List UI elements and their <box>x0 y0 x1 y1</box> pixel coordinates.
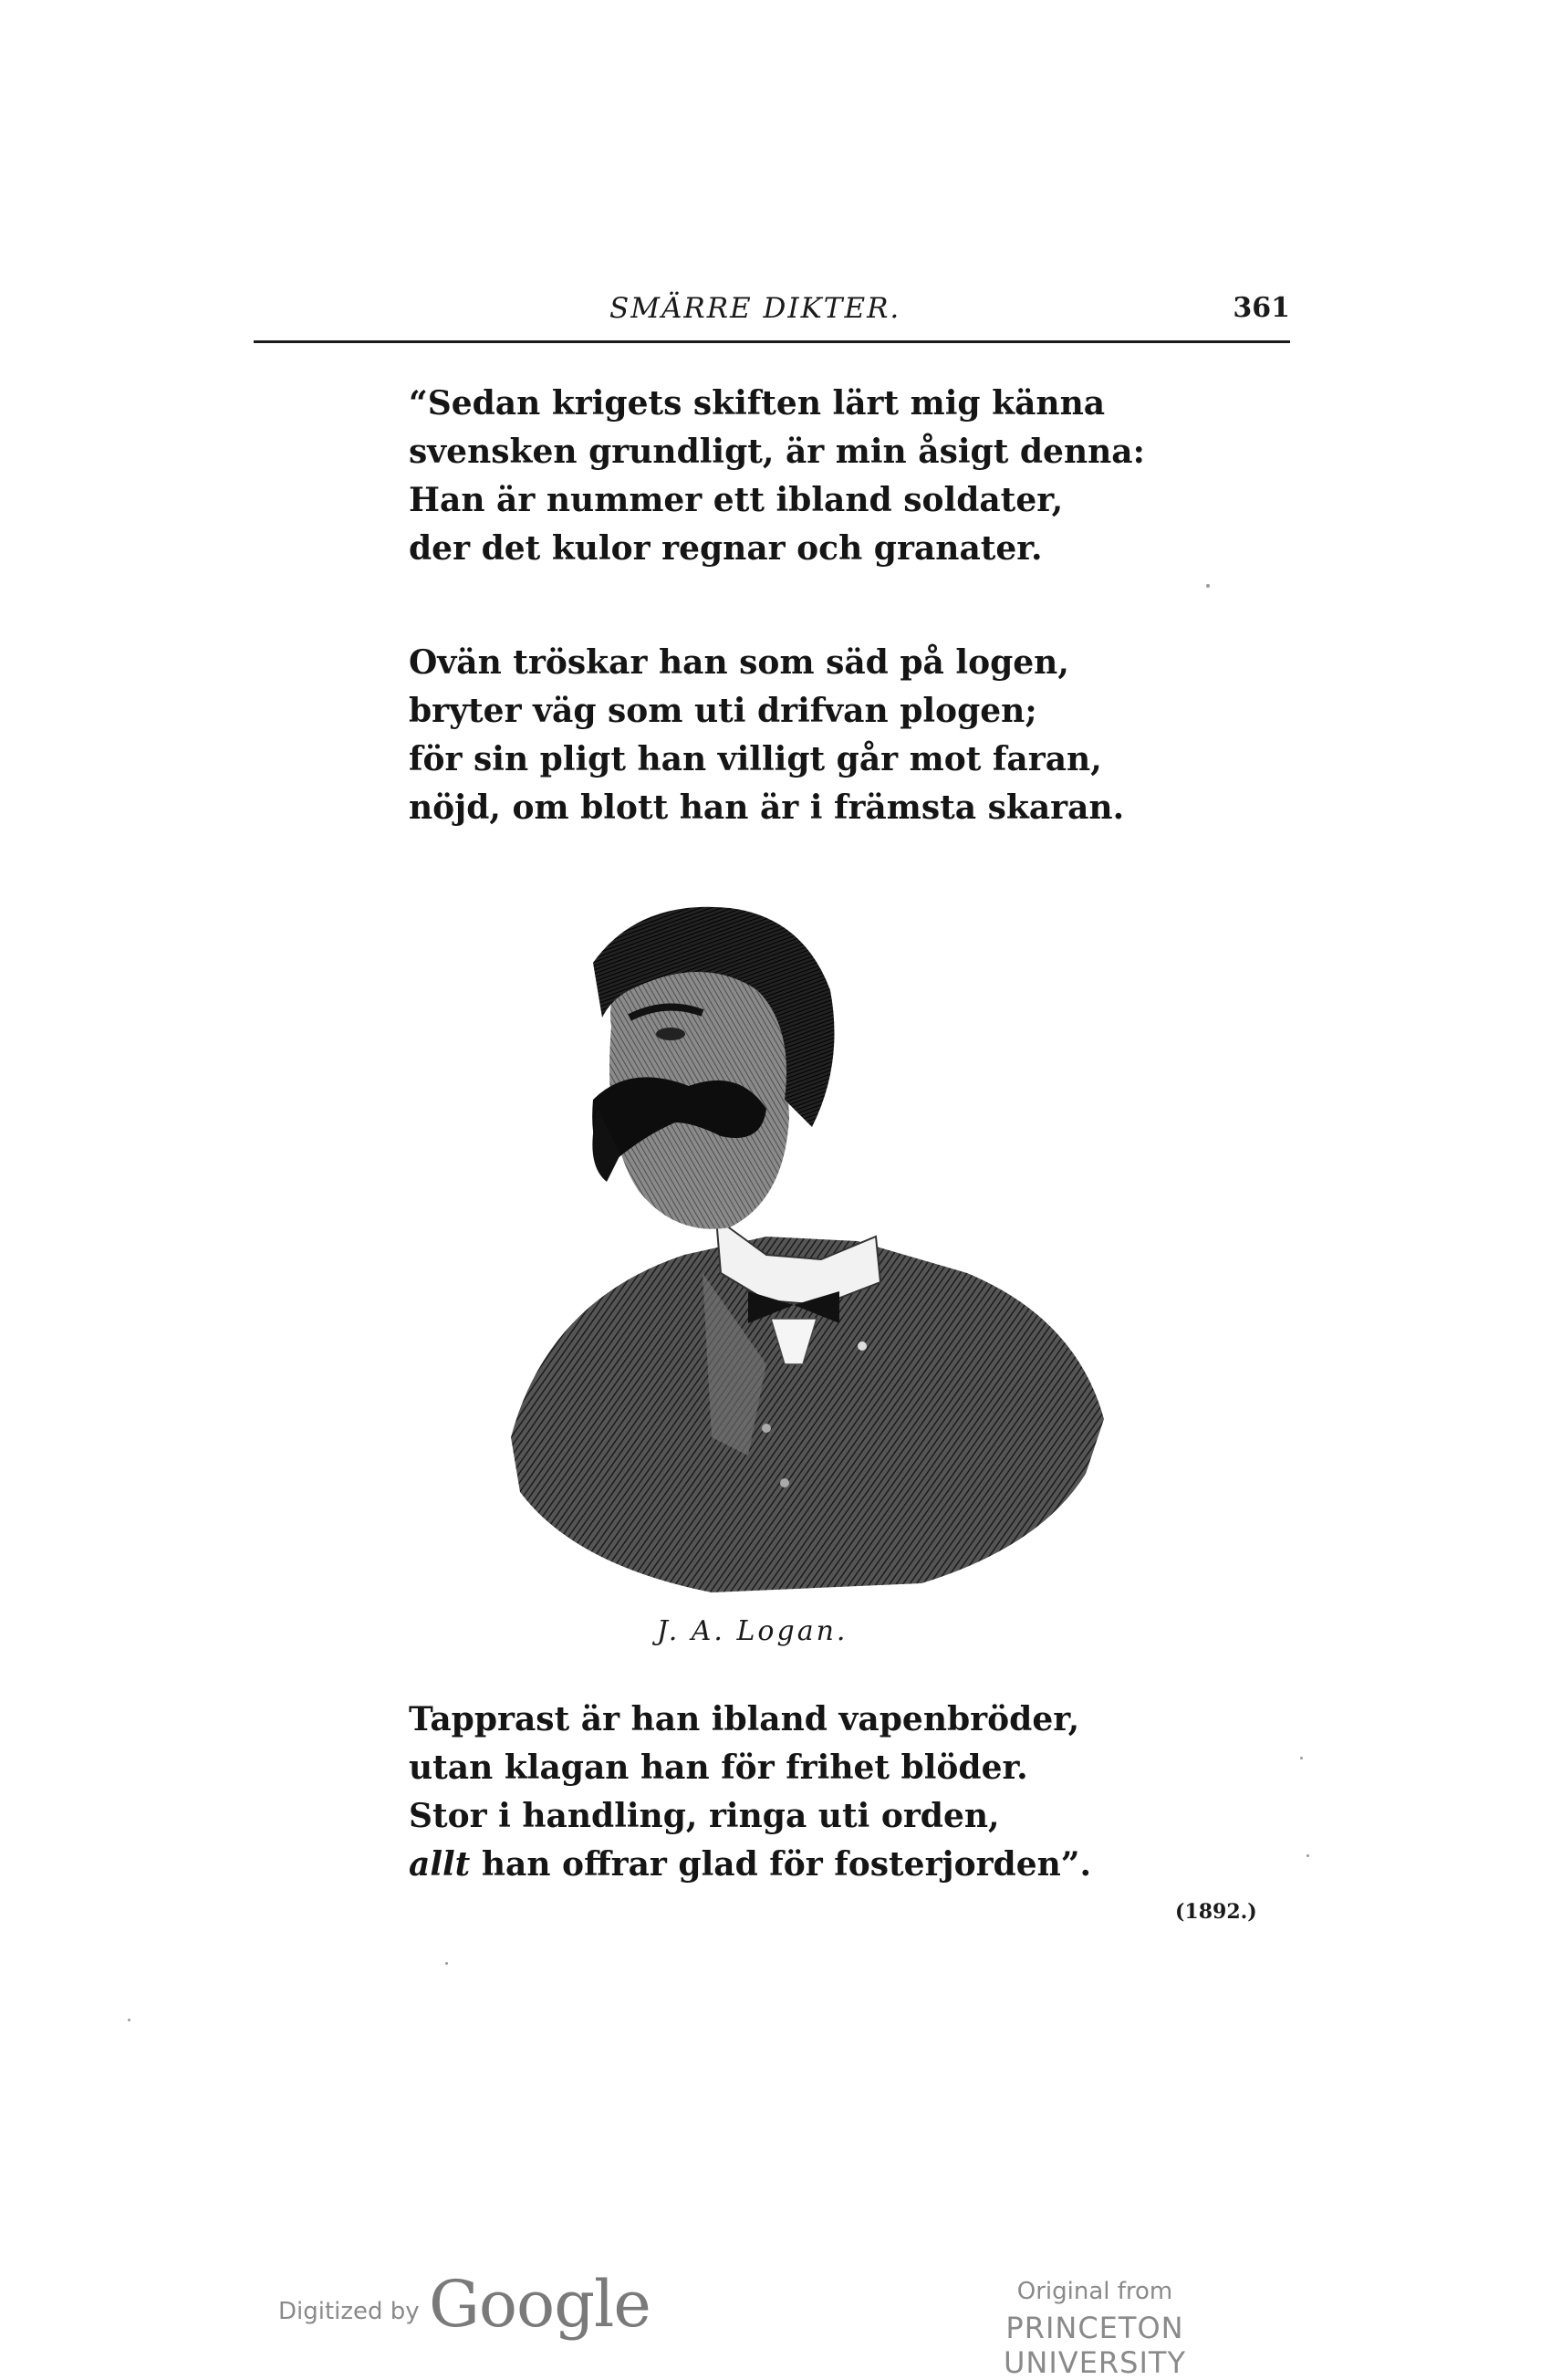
scan-speck <box>1206 584 1210 588</box>
verse-line <box>409 1841 1091 1889</box>
emphasized-word: allt <box>409 1845 471 1884</box>
verse-line: Stor i handling, ringa uti orden, <box>409 1797 1000 1835</box>
scan-speck <box>1306 1854 1309 1857</box>
coat-button-shape <box>780 1478 789 1488</box>
verse-line: Ovän tröskar han som säd på logen, <box>409 643 1069 682</box>
header-rule <box>254 340 1290 343</box>
source-watermark <box>912 2278 1277 2380</box>
coat-button-shape <box>762 1424 771 1433</box>
verse-line: bryter väg som uti drifvan plogen; <box>409 692 1037 730</box>
verse-line: utan klagan han för frihet blöder. <box>409 1748 1028 1787</box>
portrait-engraving <box>493 890 1122 1602</box>
verse-line-rest: han offrar glad för fosterjorden”. <box>470 1845 1092 1884</box>
institution-label: PRINCETON UNIVERSITY <box>1004 2311 1186 2380</box>
running-title: SMÄRRE DIKTER. <box>609 292 901 325</box>
lapel-pin-shape <box>858 1341 867 1351</box>
portrait-caption: J. A. Logan. <box>657 1615 848 1647</box>
eye-shape <box>656 1028 685 1040</box>
scan-speck <box>1300 1757 1303 1759</box>
digitized-by-label: Digitized by <box>278 2298 420 2325</box>
verse-line: för sin pligt han villigt går mot faran, <box>409 740 1102 778</box>
verse-line: der det kulor regnar och granater. <box>409 529 1043 568</box>
original-from-label: Original from <box>1016 2278 1173 2305</box>
scan-speck <box>128 2019 130 2021</box>
stanza-3 <box>409 1696 1091 1889</box>
verse-line: “Sedan krigets skiften lärt mig känna <box>409 384 1106 423</box>
verse-line: nöjd, om blott han är i främsta skaran. <box>409 788 1125 827</box>
google-logo: Google <box>429 2267 651 2342</box>
scan-speck <box>445 1962 448 1965</box>
stanza-1 <box>409 380 1145 573</box>
page-header <box>254 285 1290 339</box>
page-number: 361 <box>1233 292 1290 324</box>
poem-date: (1892.) <box>1175 1900 1257 1924</box>
stanza-2 <box>409 639 1124 832</box>
verse-line: Tapprast är han ibland vapenbröder, <box>409 1700 1080 1738</box>
verse-line: svensken grundligt, är min åsigt denna: <box>409 433 1145 471</box>
verse-line: Han är nummer ett ibland soldater, <box>409 481 1064 519</box>
